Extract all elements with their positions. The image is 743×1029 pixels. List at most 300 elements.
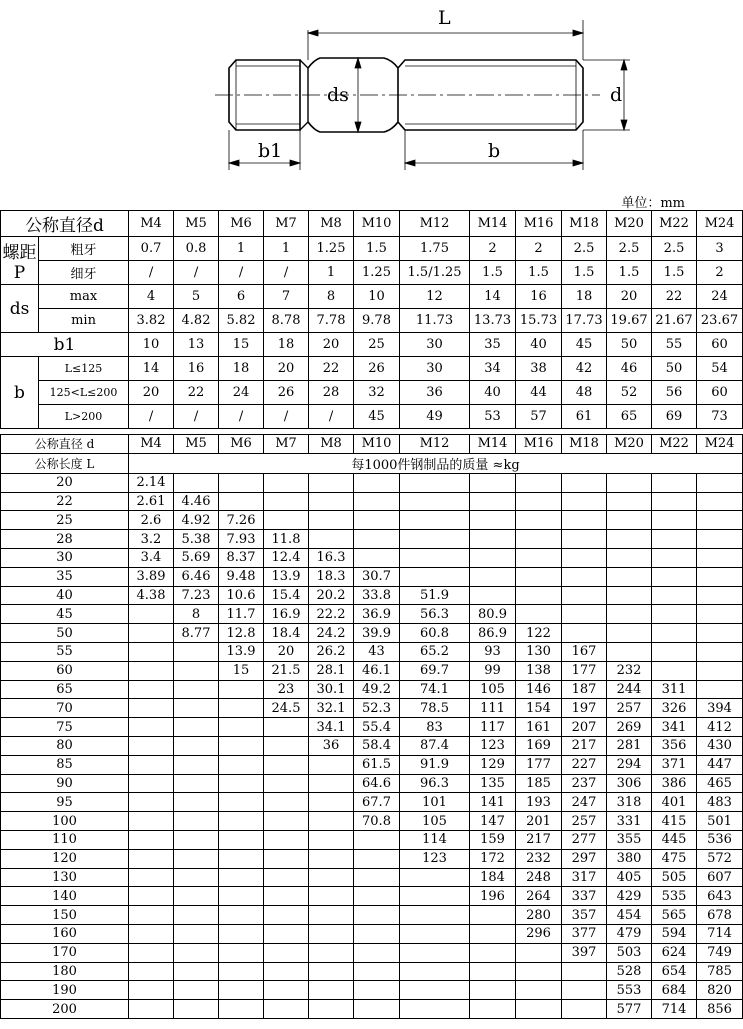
value-cell: 11.73 <box>400 309 470 333</box>
spec-table <box>0 210 743 429</box>
mass-cell <box>309 943 354 962</box>
value-cell: 3.82 <box>129 309 174 333</box>
dim-b1-label: b1 <box>258 140 283 162</box>
mass-cell: 536 <box>697 830 743 849</box>
value-cell: 40 <box>470 381 516 405</box>
value-cell: 20 <box>309 333 354 357</box>
value-cell: 52 <box>607 381 652 405</box>
mass-cell <box>219 943 264 962</box>
mass-cell: 227 <box>562 755 607 774</box>
mass-cell: 3.89 <box>129 567 174 586</box>
mass-cell <box>607 511 652 530</box>
pitch-label-line1: 螺距 <box>2 243 37 263</box>
mass-cell <box>174 699 219 718</box>
value-cell: 13.73 <box>470 309 516 333</box>
mass-cell <box>129 962 174 981</box>
mass-cell: 607 <box>697 868 743 887</box>
mass-cell <box>354 962 400 981</box>
mass-cell: 169 <box>516 736 562 755</box>
mass-cell: 16.9 <box>264 605 309 624</box>
value-cell: / <box>264 261 309 285</box>
mass-cell: 3.4 <box>129 548 174 567</box>
mass-cell: 64.6 <box>354 774 400 793</box>
mass-nominal-label: 公称直径 d <box>1 435 129 454</box>
value-cell: 1.5 <box>652 261 697 285</box>
b-l1-label: L≤125 <box>39 357 129 381</box>
mass-cell: 138 <box>516 661 562 680</box>
mass-cell <box>562 605 607 624</box>
value-cell: 55 <box>652 333 697 357</box>
mass-cell <box>516 962 562 981</box>
mass-cell: 377 <box>562 924 607 943</box>
mass-cell <box>309 774 354 793</box>
mass-cell: 7.26 <box>219 511 264 530</box>
mass-row <box>1 680 743 699</box>
mass-cell: 13.9 <box>219 642 264 661</box>
size-cell: M10 <box>354 211 400 237</box>
mass-cell <box>607 605 652 624</box>
mass-cell <box>516 586 562 605</box>
mass-cell: 371 <box>652 755 697 774</box>
value-cell: 26 <box>264 381 309 405</box>
length-cell: 95 <box>1 793 129 812</box>
mass-row <box>1 755 743 774</box>
value-cell: 54 <box>697 357 743 381</box>
mass-cell: 24.2 <box>309 624 354 643</box>
value-cell: / <box>174 405 219 429</box>
mass-cell <box>470 511 516 530</box>
mass-row <box>1 530 743 549</box>
mass-cell <box>129 793 174 812</box>
value-cell: 61 <box>562 405 607 429</box>
mass-row <box>1 492 743 511</box>
value-cell: 2.5 <box>652 237 697 261</box>
mass-row <box>1 642 743 661</box>
value-cell: 65 <box>607 405 652 429</box>
mass-cell: 643 <box>697 887 743 906</box>
mass-cell: 331 <box>607 812 652 831</box>
mass-cell <box>562 586 607 605</box>
mass-row <box>1 548 743 567</box>
mass-cell <box>264 774 309 793</box>
value-cell: 2 <box>697 261 743 285</box>
mass-cell <box>652 642 697 661</box>
mass-cell <box>264 511 309 530</box>
mass-cell: 257 <box>562 812 607 831</box>
length-cell: 45 <box>1 605 129 624</box>
length-cell: 35 <box>1 567 129 586</box>
mass-cell: 49.2 <box>354 680 400 699</box>
value-cell: 1.5 <box>607 261 652 285</box>
size-cell: M4 <box>129 211 174 237</box>
mass-cell <box>129 642 174 661</box>
mass-row <box>1 661 743 680</box>
mass-cell: 357 <box>562 906 607 925</box>
length-cell: 60 <box>1 661 129 680</box>
length-cell: 25 <box>1 511 129 530</box>
b-label: b <box>1 357 39 429</box>
mass-row <box>1 736 743 755</box>
mass-cell: 184 <box>470 868 516 887</box>
mass-cell: 277 <box>562 830 607 849</box>
value-cell: 18 <box>264 333 309 357</box>
mass-cell: 159 <box>470 830 516 849</box>
length-cell: 140 <box>1 887 129 906</box>
mass-cell: 197 <box>562 699 607 718</box>
mass-cell <box>562 962 607 981</box>
mass-cell: 553 <box>607 981 652 1000</box>
mass-cell: 123 <box>400 849 470 868</box>
mass-cell: 111 <box>470 699 516 718</box>
mass-cell: 201 <box>516 812 562 831</box>
value-cell: 5.82 <box>219 309 264 333</box>
size-cell: M7 <box>264 211 309 237</box>
size-cell: M7 <box>264 435 309 454</box>
mass-cell: 22.2 <box>309 605 354 624</box>
mass-cell: 528 <box>607 962 652 981</box>
mass-cell <box>607 586 652 605</box>
mass-cell <box>174 906 219 925</box>
value-cell: 30 <box>400 357 470 381</box>
mass-cell: 356 <box>652 736 697 755</box>
mass-cell <box>652 511 697 530</box>
mass-cell <box>562 530 607 549</box>
size-cell: M22 <box>652 435 697 454</box>
mass-row <box>1 699 743 718</box>
dim-ds-label: ds <box>327 84 349 106</box>
mass-cell: 594 <box>652 924 697 943</box>
mass-cell <box>562 511 607 530</box>
mass-cell: 70.8 <box>354 812 400 831</box>
mass-cell <box>470 548 516 567</box>
mass-row <box>1 473 743 492</box>
mass-cell <box>697 661 743 680</box>
mass-cell <box>697 530 743 549</box>
mass-cell: 248 <box>516 868 562 887</box>
mass-cell: 785 <box>697 962 743 981</box>
mass-cell <box>264 755 309 774</box>
mass-cell <box>264 830 309 849</box>
mass-cell <box>309 812 354 831</box>
value-cell: 50 <box>652 357 697 381</box>
mass-cell <box>264 981 309 1000</box>
max-label: max <box>39 285 129 309</box>
mass-cell: 8 <box>174 605 219 624</box>
mass-cell <box>264 906 309 925</box>
mass-cell: 244 <box>607 680 652 699</box>
mass-cell: 147 <box>470 812 516 831</box>
mass-cell: 24.5 <box>264 699 309 718</box>
mass-cell: 684 <box>652 981 697 1000</box>
mass-cell: 4.46 <box>174 492 219 511</box>
value-cell: 1.5 <box>470 261 516 285</box>
value-cell: 22 <box>309 357 354 381</box>
value-cell: 5 <box>174 285 219 309</box>
length-cell: 50 <box>1 624 129 643</box>
mass-cell <box>354 849 400 868</box>
mass-cell: 5.38 <box>174 530 219 549</box>
mass-cell: 58.4 <box>354 736 400 755</box>
mass-row <box>1 793 743 812</box>
value-cell: 8.78 <box>264 309 309 333</box>
mass-cell: 355 <box>607 830 652 849</box>
mass-cell: 20.2 <box>309 586 354 605</box>
mass-cell <box>516 530 562 549</box>
length-cell: 55 <box>1 642 129 661</box>
mass-cell: 43 <box>354 642 400 661</box>
length-cell: 150 <box>1 906 129 925</box>
mass-cell <box>219 1000 264 1019</box>
value-cell: / <box>174 261 219 285</box>
mass-cell <box>174 868 219 887</box>
mass-cell <box>607 530 652 549</box>
mass-cell: 465 <box>697 774 743 793</box>
value-cell: 25 <box>354 333 400 357</box>
mass-row <box>1 812 743 831</box>
mass-cell: 415 <box>652 812 697 831</box>
mass-cell: 714 <box>652 1000 697 1019</box>
mass-cell <box>129 849 174 868</box>
nominal-diameter-label: 公称直径d <box>1 211 129 237</box>
mass-cell <box>219 699 264 718</box>
value-cell: 12 <box>400 285 470 309</box>
mass-cell: 12.4 <box>264 548 309 567</box>
mass-cell <box>516 567 562 586</box>
pitch-label <box>1 237 39 285</box>
mass-cell <box>697 605 743 624</box>
mass-cell <box>470 492 516 511</box>
mass-cell: 503 <box>607 943 652 962</box>
mass-cell: 99 <box>470 661 516 680</box>
mass-cell: 146 <box>516 680 562 699</box>
mass-row <box>1 887 743 906</box>
b-l1-row <box>1 357 743 381</box>
mass-cell: 177 <box>562 661 607 680</box>
value-cell: 1.25 <box>309 237 354 261</box>
mass-row <box>1 586 743 605</box>
mass-cell <box>516 943 562 962</box>
mass-cell: 93 <box>470 642 516 661</box>
mass-cell <box>219 868 264 887</box>
mass-cell <box>309 887 354 906</box>
b-l2-row <box>1 381 743 405</box>
mass-cell <box>219 774 264 793</box>
mass-cell: 397 <box>562 943 607 962</box>
mass-cell: 2.6 <box>129 511 174 530</box>
value-cell: 45 <box>562 333 607 357</box>
mass-cell: 207 <box>562 718 607 737</box>
mass-cell <box>470 962 516 981</box>
mass-cell: 380 <box>607 849 652 868</box>
mass-cell <box>309 755 354 774</box>
mass-cell <box>129 943 174 962</box>
value-cell: 10 <box>354 285 400 309</box>
mass-cell: 130 <box>516 642 562 661</box>
mass-cell <box>562 492 607 511</box>
mass-cell <box>309 511 354 530</box>
length-cell: 130 <box>1 868 129 887</box>
size-cell: M10 <box>354 435 400 454</box>
mass-cell: 18.3 <box>309 567 354 586</box>
mass-cell <box>354 887 400 906</box>
mass-cell <box>607 492 652 511</box>
value-cell: 45 <box>354 405 400 429</box>
size-cell: M24 <box>697 435 743 454</box>
mass-cell: 129 <box>470 755 516 774</box>
mass-cell <box>697 680 743 699</box>
mass-cell <box>129 718 174 737</box>
mass-cell <box>129 906 174 925</box>
mass-cell: 23 <box>264 680 309 699</box>
mass-cell: 101 <box>400 793 470 812</box>
mass-cell: 217 <box>516 830 562 849</box>
mass-cell <box>129 887 174 906</box>
length-cell: 200 <box>1 1000 129 1019</box>
mass-cell: 39.9 <box>354 624 400 643</box>
mass-cell: 430 <box>697 736 743 755</box>
mass-cell <box>219 849 264 868</box>
value-cell: 34 <box>470 357 516 381</box>
mass-cell: 32.1 <box>309 699 354 718</box>
mass-cell <box>264 736 309 755</box>
mass-cell <box>219 962 264 981</box>
size-cell: M20 <box>607 435 652 454</box>
mass-cell <box>174 793 219 812</box>
mass-row <box>1 718 743 737</box>
mass-cell <box>562 1000 607 1019</box>
length-cell: 65 <box>1 680 129 699</box>
mass-cell: 26.2 <box>309 642 354 661</box>
value-cell: 49 <box>400 405 470 429</box>
mass-size-row <box>1 435 743 454</box>
mass-cell <box>470 906 516 925</box>
value-cell: 8 <box>309 285 354 309</box>
value-cell: 44 <box>516 381 562 405</box>
mass-cell: 74.1 <box>400 680 470 699</box>
mass-cell <box>174 962 219 981</box>
mass-table <box>0 434 743 1019</box>
mass-cell <box>354 943 400 962</box>
mass-cell: 11.7 <box>219 605 264 624</box>
value-cell: 20 <box>264 357 309 381</box>
value-cell: 57 <box>516 405 562 429</box>
mass-cell <box>470 1000 516 1019</box>
size-cell: M22 <box>652 211 697 237</box>
pitch-label-line2: P <box>13 263 26 283</box>
value-cell: 7.78 <box>309 309 354 333</box>
mass-cell <box>264 868 309 887</box>
length-cell: 70 <box>1 699 129 718</box>
mass-cell: 135 <box>470 774 516 793</box>
mass-cell: 2.61 <box>129 492 174 511</box>
mass-cell <box>309 830 354 849</box>
size-cell: M24 <box>697 211 743 237</box>
mass-cell: 820 <box>697 981 743 1000</box>
mass-cell: 83 <box>400 718 470 737</box>
mass-cell: 217 <box>562 736 607 755</box>
b1-row <box>1 333 743 357</box>
mass-row <box>1 943 743 962</box>
mass-cell: 187 <box>562 680 607 699</box>
value-cell: 1 <box>264 237 309 261</box>
mass-cell <box>470 567 516 586</box>
mass-cell <box>219 812 264 831</box>
mass-cell: 281 <box>607 736 652 755</box>
value-cell: 6 <box>219 285 264 309</box>
mass-cell: 114 <box>400 830 470 849</box>
length-cell: 80 <box>1 736 129 755</box>
mass-cell <box>129 812 174 831</box>
value-cell: 1 <box>219 237 264 261</box>
mass-cell: 447 <box>697 755 743 774</box>
mass-cell <box>607 624 652 643</box>
length-cell: 30 <box>1 548 129 567</box>
mass-cell: 5.69 <box>174 548 219 567</box>
mass-cell: 80.9 <box>470 605 516 624</box>
mass-cell: 167 <box>562 642 607 661</box>
mass-cell: 9.48 <box>219 567 264 586</box>
mass-cell <box>516 548 562 567</box>
mass-cell: 105 <box>470 680 516 699</box>
length-cell: 40 <box>1 586 129 605</box>
mass-row <box>1 981 743 1000</box>
value-cell: 26 <box>354 357 400 381</box>
mass-cell <box>516 473 562 492</box>
mass-cell <box>309 849 354 868</box>
coarse-pitch-row <box>1 237 743 261</box>
mass-cell: 429 <box>607 887 652 906</box>
mass-cell: 394 <box>697 699 743 718</box>
mass-cell: 535 <box>652 887 697 906</box>
mass-cell <box>129 699 174 718</box>
coarse-label: 粗牙 <box>39 237 129 261</box>
value-cell: 1 <box>309 261 354 285</box>
mass-cell <box>562 981 607 1000</box>
mass-cell: 185 <box>516 774 562 793</box>
length-cell: 160 <box>1 924 129 943</box>
value-cell: 4 <box>129 285 174 309</box>
mass-cell: 405 <box>607 868 652 887</box>
mass-cell <box>219 924 264 943</box>
mass-cell <box>354 473 400 492</box>
mass-cell: 30.7 <box>354 567 400 586</box>
value-cell: / <box>264 405 309 429</box>
mass-cell <box>174 943 219 962</box>
mass-cell: 445 <box>652 830 697 849</box>
mass-cell <box>174 774 219 793</box>
mass-cell: 483 <box>697 793 743 812</box>
value-cell: / <box>219 261 264 285</box>
mass-cell: 565 <box>652 906 697 925</box>
mass-cell: 36 <box>309 736 354 755</box>
mass-cell <box>219 906 264 925</box>
mass-cell: 12.8 <box>219 624 264 643</box>
value-cell: 14 <box>129 357 174 381</box>
mass-cell <box>697 548 743 567</box>
mass-cell: 479 <box>607 924 652 943</box>
length-cell: 190 <box>1 981 129 1000</box>
mass-cell: 6.46 <box>174 567 219 586</box>
mass-cell <box>470 943 516 962</box>
mass-cell <box>400 548 470 567</box>
value-cell: 46 <box>607 357 652 381</box>
mass-cell: 86.9 <box>470 624 516 643</box>
mass-cell: 18.4 <box>264 624 309 643</box>
mass-cell: 232 <box>607 661 652 680</box>
size-cell: M18 <box>562 435 607 454</box>
size-cell: M5 <box>174 211 219 237</box>
size-cell: M18 <box>562 211 607 237</box>
